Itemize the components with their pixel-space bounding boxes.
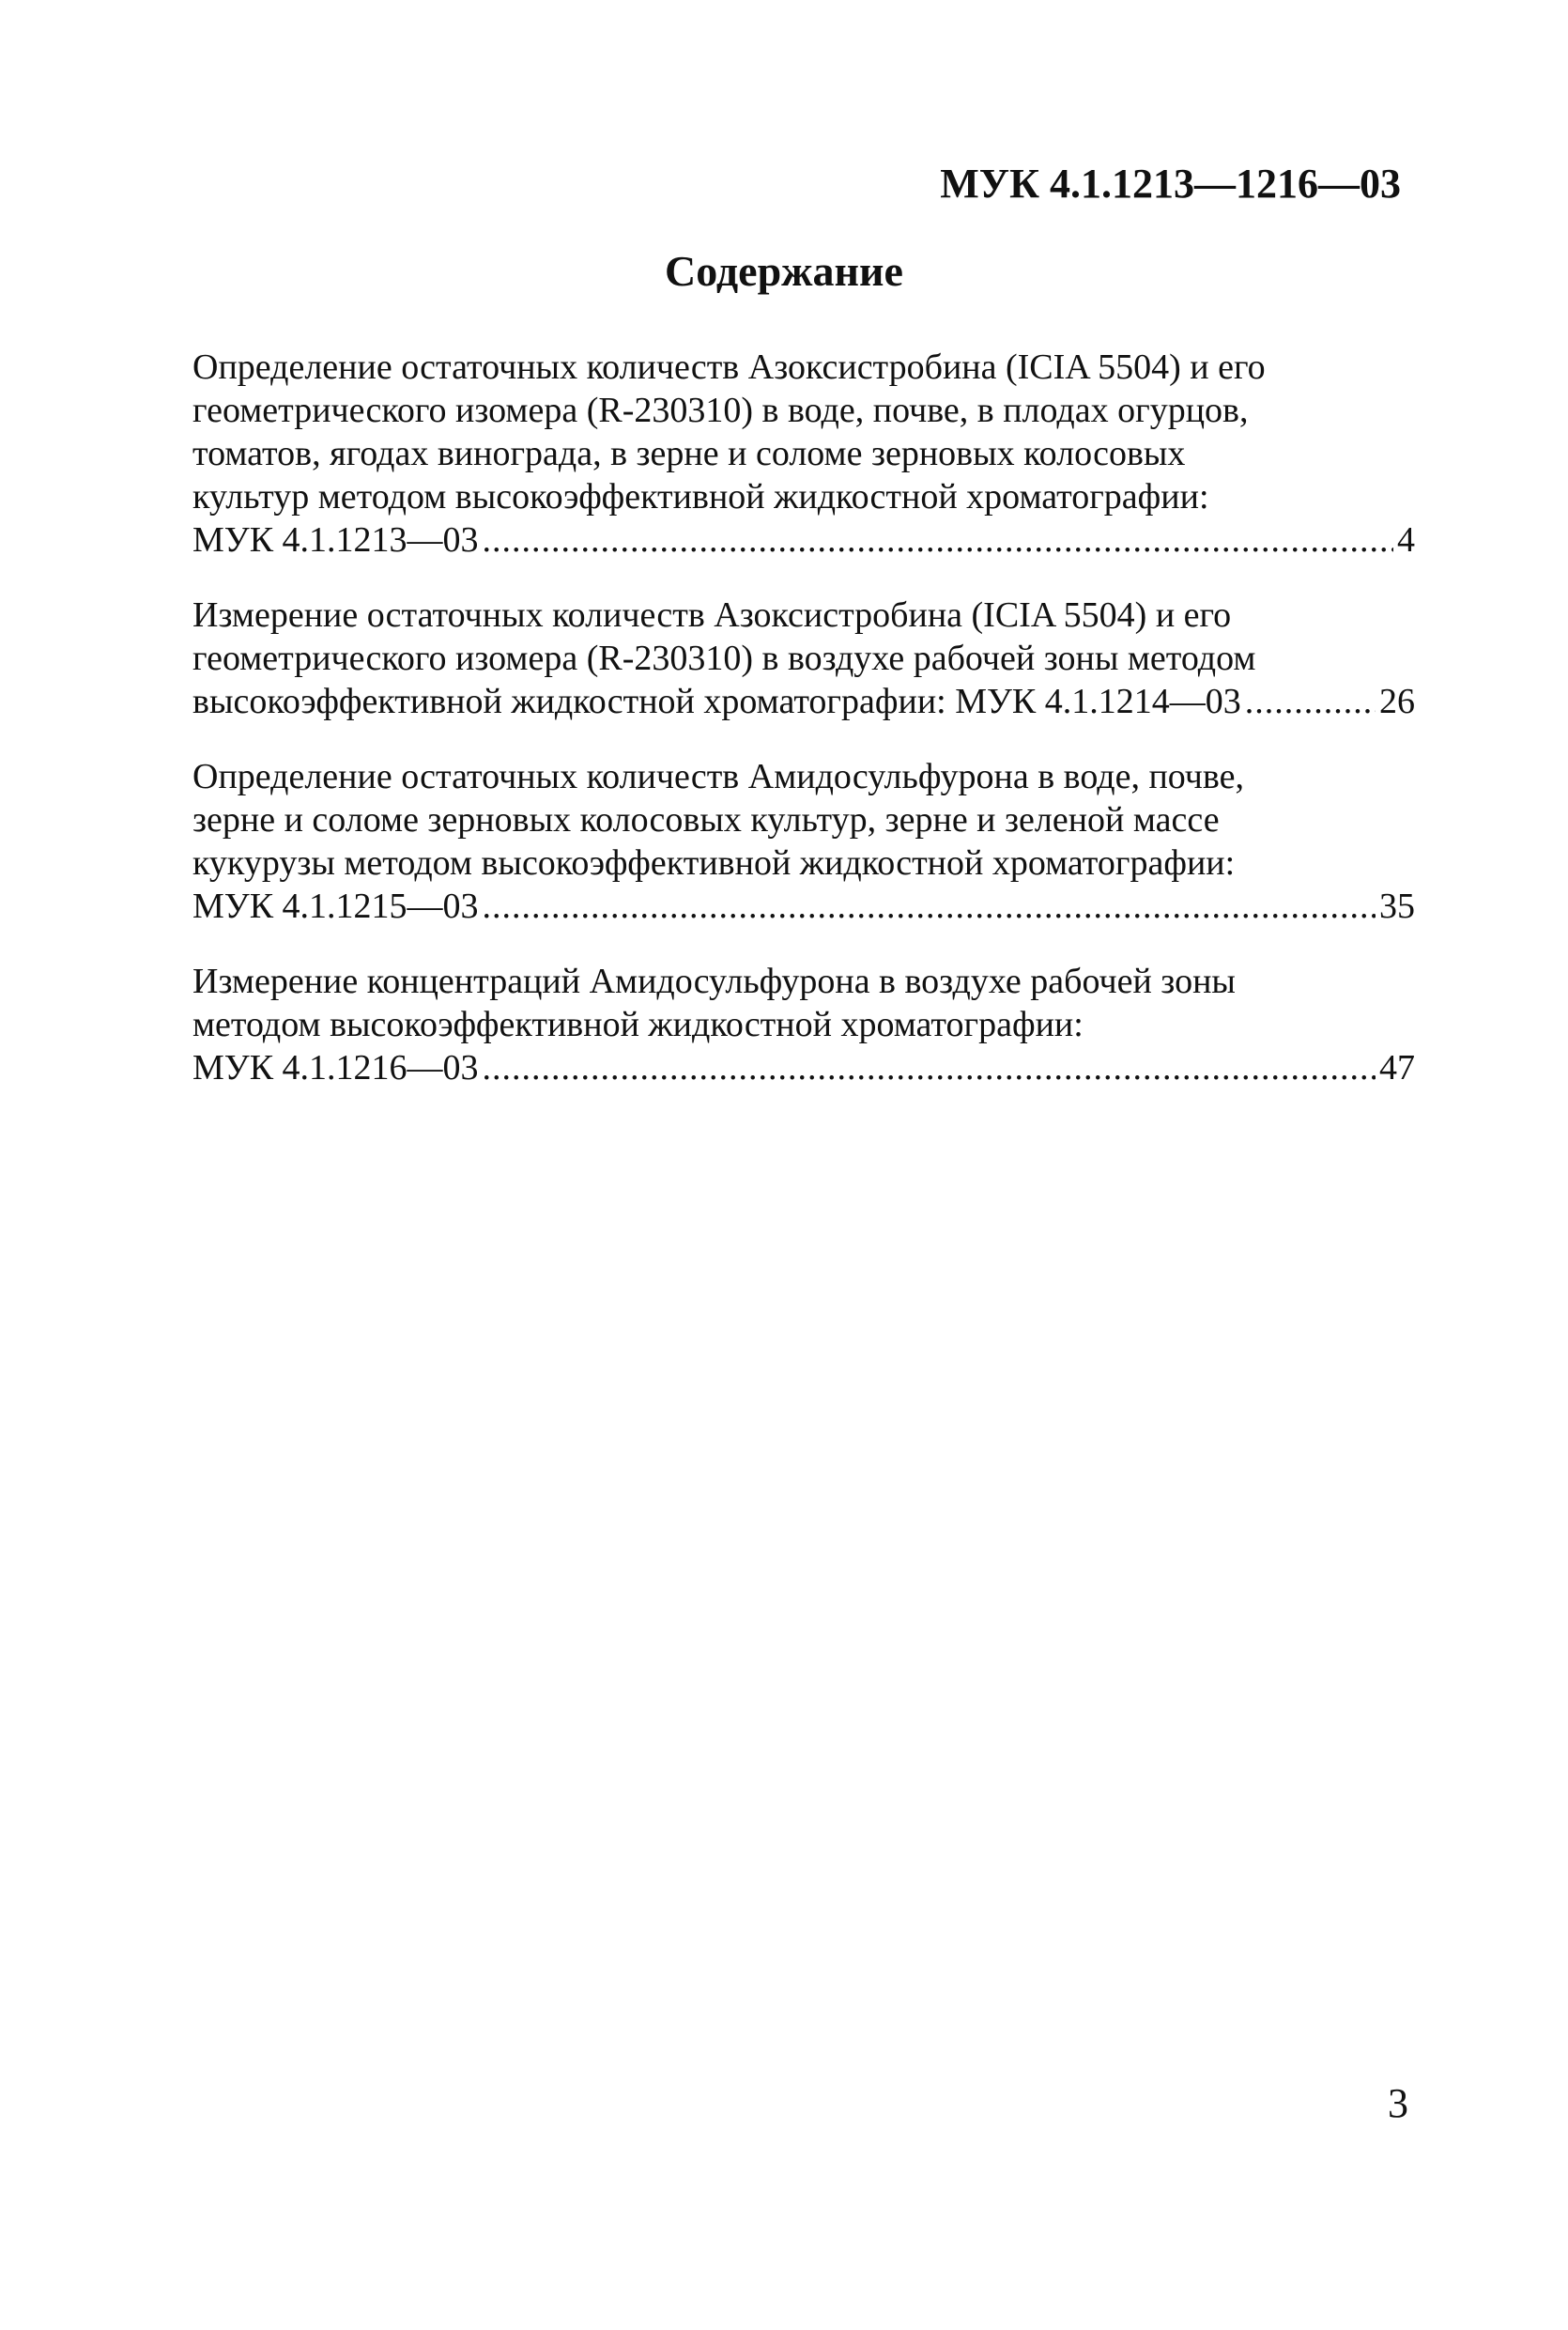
toc-page-number: 35	[1379, 887, 1415, 926]
toc-dot-leader	[483, 518, 1393, 562]
toc-entry-code: МУК 4.1.1213—03	[192, 520, 479, 560]
toc-entry-code: МУК 4.1.1215—03	[192, 887, 479, 926]
toc-entry-last-line	[192, 518, 1415, 562]
toc-entry-code: МУК 4.1.1216—03	[192, 1048, 479, 1088]
toc-page-number: 47	[1379, 1048, 1415, 1088]
toc-entry-text-line: кукурузы методом высокоэффективной жидкостной хроматографии:	[192, 843, 1236, 883]
toc-dot-leader	[483, 1046, 1376, 1089]
toc-entry-text-line: Определение остаточных количеств Азоксистробина (ICIA 5504) и его	[192, 347, 1266, 387]
page-number: 3	[1388, 2080, 1408, 2126]
toc-dot-leader	[1245, 680, 1376, 723]
toc-entry-last-line	[192, 1046, 1415, 1089]
toc-entry[interactable]	[192, 594, 1415, 723]
toc-entry-text-line: культур методом высокоэффективной жидкостной хроматографии:	[192, 477, 1209, 517]
toc-page-number: 4	[1397, 520, 1415, 560]
toc-dot-leader	[483, 885, 1376, 928]
toc-entry-code: высокоэффективной жидкостной хроматографии: МУК 4.1.1214—03	[192, 682, 1241, 721]
toc-entry-last-line	[192, 885, 1415, 928]
toc-entry-text-line: геометрического изомера (R-230310) в воздухе рабочей зоны методом	[192, 639, 1256, 678]
toc-entry[interactable]	[192, 960, 1415, 1089]
toc-title: Содержание	[665, 247, 903, 295]
toc-entry-text-line: томатов, ягодах винограда, в зерне и соломе зерновых колосовых	[192, 434, 1186, 473]
toc-page-number: 26	[1379, 682, 1415, 721]
table-of-contents	[192, 346, 1415, 1121]
toc-entry[interactable]	[192, 346, 1415, 562]
toc-entry-text-line: Определение остаточных количеств Амидосульфурона в воде, почве,	[192, 757, 1244, 796]
toc-entry-text-line: методом высокоэффективной жидкостной хроматографии:	[192, 1005, 1084, 1044]
document-code-header: МУК 4.1.1213—1216—03	[940, 161, 1401, 207]
toc-entry[interactable]	[192, 755, 1415, 928]
toc-entry-text-line: зерне и соломе зерновых колосовых культур, зерне и зеленой массе	[192, 800, 1220, 840]
toc-entry-text-line: Измерение остаточных количеств Азоксистробина (ICIA 5504) и его	[192, 595, 1232, 635]
toc-entry-text-line: геометрического изомера (R-230310) в воде, почве, в плодах огурцов,	[192, 391, 1249, 430]
toc-entry-text-line: Измерение концентраций Амидосульфурона в воздухе рабочей зоны	[192, 962, 1236, 1001]
toc-entry-last-line	[192, 680, 1415, 723]
